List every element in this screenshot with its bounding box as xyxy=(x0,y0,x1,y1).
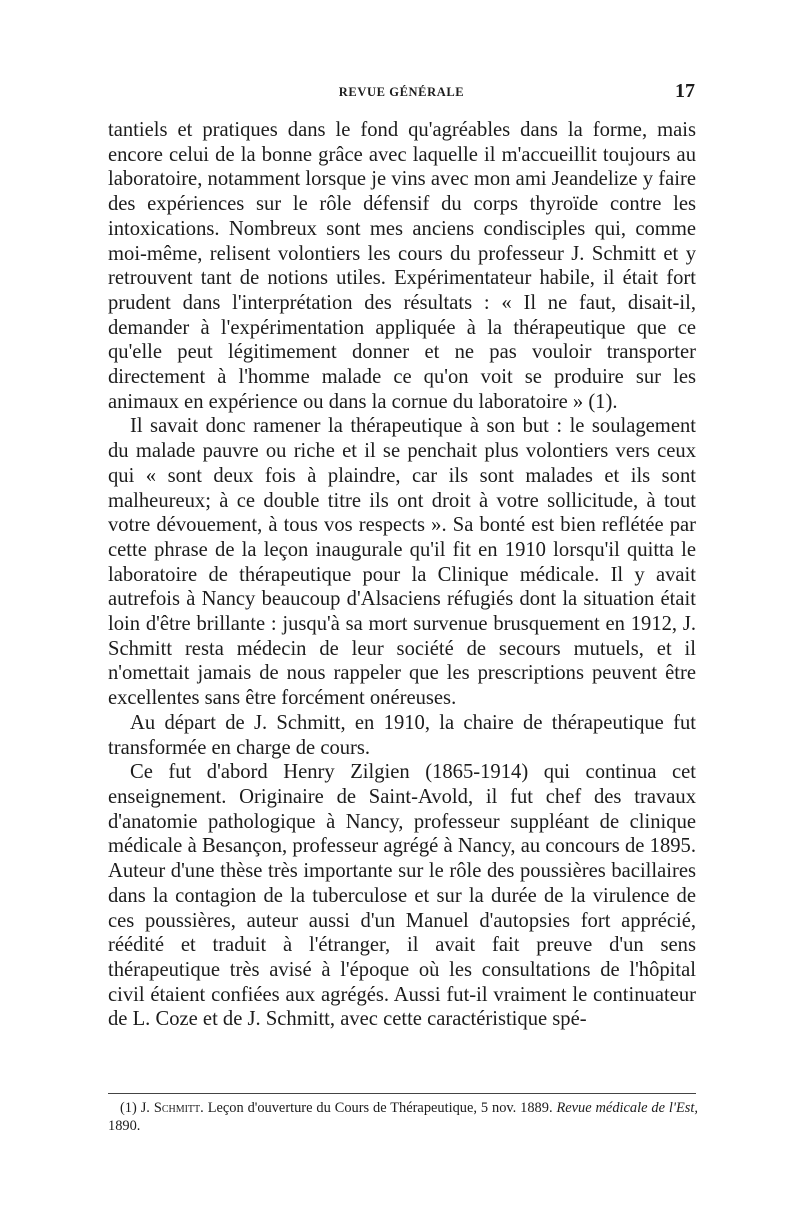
page-header xyxy=(108,80,695,106)
page-number: 17 xyxy=(675,80,695,102)
footnote-marker: (1) xyxy=(120,1100,137,1116)
footnote xyxy=(108,1099,698,1135)
footnote-journal: Revue médicale de l'Est, xyxy=(556,1100,698,1116)
paragraph: tantiels et pratiques dans le fond qu'agréables dans la forme, mais encore celui de la bonne grâce avec laquelle il m'accueillit toujours au laboratoire, notamment lorsque je vins avec mon ami Jeandelize y faire des expériences sur le rôle défensif du corps thyroïde contre les intoxications. Nombreux sont mes anciens condisciples qui, comme moi-même, relisent volontiers les cours du professeur J. Schmitt et y retrouvent tant de notions utiles. Expérimentateur habile, il était fort prudent dans l'interprétation des résultats : « Il ne faut, disait-il, demander à l'expérimentation appliquée à la thérapeutique que ce qu'elle peut légitimement donner et ne pas vouloir transporter directement à l'homme malade ce qu'on voit se produire sur les animaux en expérience ou dans la cornue du laboratoire » (1). xyxy=(108,119,696,413)
running-title: REVUE GÉNÉRALE xyxy=(338,85,465,99)
footnote-divider xyxy=(108,1093,696,1094)
footnote-year: 1890. xyxy=(108,1118,141,1134)
footnote-text: Leçon d'ouverture du Cours de Thérapeutique, 5 nov. 1889. xyxy=(207,1100,553,1116)
paragraph: Ce fut d'abord Henry Zilgien (1865-1914) qui continua cet enseignement. Originaire de Saint-Avold, il fut chef des travaux d'anatomie pathologique à Nancy, professeur suppléant de clinique médicale à Besançon, professeur agrégé à Nancy, au concours de 1895. Auteur d'une thèse très importante sur le rôle des poussières bacillaires dans la contagion de la tuberculose et sur la durée de la virulence de ces poussières, auteur aussi d'un Manuel d'autopsies fort apprécié, réédité et traduit à l'étranger, il avait fait preuve d'un sens thérapeutique très avisé à l'époque où les consultations de l'hôpital civil étaient confiées aux agrégés. Aussi fut-il vraiment le continuateur de L. Coze et de J. Schmitt, avec cette caractéristique spé- xyxy=(108,761,696,1031)
footnote-author: J. Schmitt. xyxy=(140,1100,204,1116)
paragraph: Il savait donc ramener la thérapeutique à son but : le soulagement du malade pauvre ou riche et il se penchait plus volontiers vers ceux qui « sont deux fois à plaindre, car ils sont malades et ils sont malheureux; à ce double titre ils ont droit à votre sollicitude, à tout votre dévouement, à tous vos respects ». Sa bonté est bien reflétée par cette phrase de la leçon inaugurale qu'il fit en 1910 lorsqu'il quitta le laboratoire de thérapeutique pour la Clinique médicale. Il y avait autrefois à Nancy beaucoup d'Alsaciens réfugiés dont la situation était loin d'être brillante : jusqu'à sa mort survenue brusquement en 1912, J. Schmitt resta médecin de leur société de secours mutuels, et il n'omettait jamais de nous rappeler que les prescriptions peuvent être excellentes sans être forcément onéreuses. xyxy=(108,415,696,710)
body-text xyxy=(108,118,696,1032)
paragraph: Au départ de J. Schmitt, en 1910, la chaire de thérapeutique fut transformée en charge de cours. xyxy=(108,711,696,759)
